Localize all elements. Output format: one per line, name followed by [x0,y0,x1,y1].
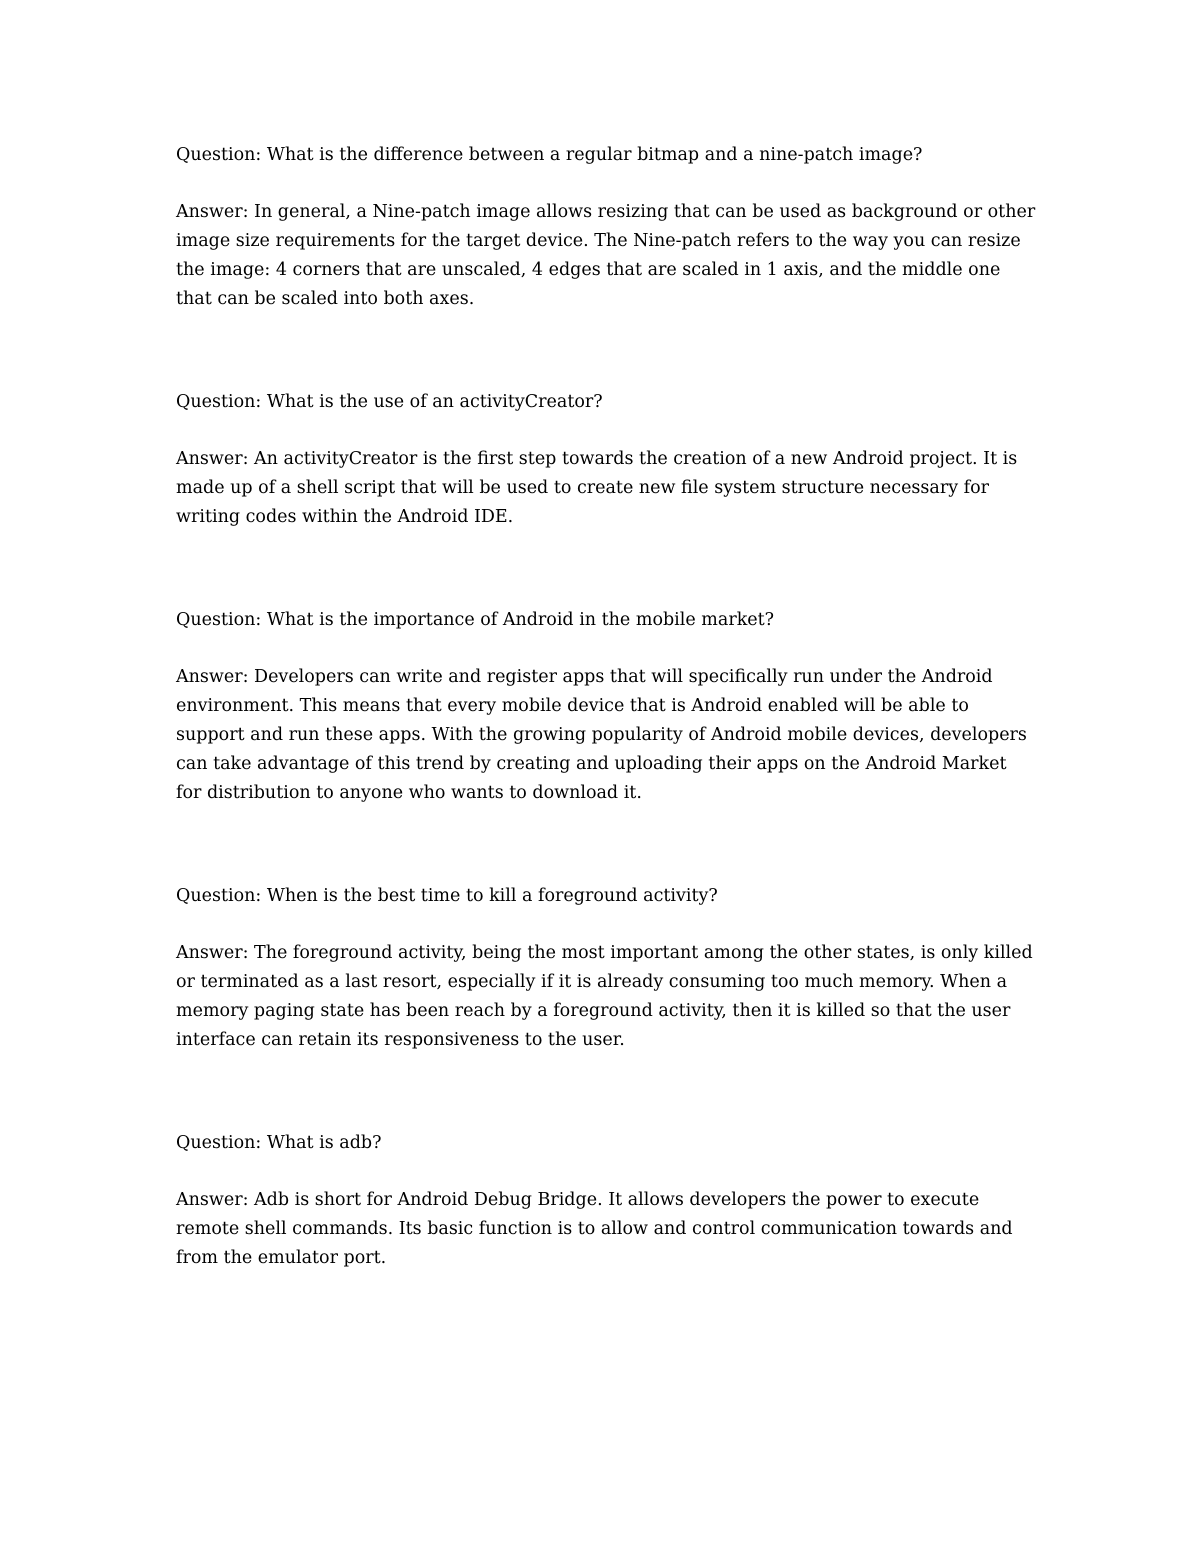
qa-item [176,1129,1036,1273]
question-text: Question: What is adb? [176,1133,382,1153]
question-text: Question: What is the difference between a regular bitmap and a nine-patch image? [176,145,923,165]
qa-item [176,606,1036,808]
qa-list [176,141,1041,1273]
answer-text: Answer: Adb is short for Android Debug Bridge. It allows developers the power to execute remote shell commands. Its basic function is to allow and control communication towards and from the emulator port. [176,1190,1019,1268]
answer-text: Answer: The foreground activity, being the most important among the other states, is only killed or terminated as a last resort, especially if it is already consuming too much memory. When a memory paging state has been reach by a foreground activity, then it is killed so that the user interface can retain its responsiveness to the user. [176,943,1039,1050]
answer-text: Answer: In general, a Nine-patch image allows resizing that can be used as background or other image size requirements for the target device. The Nine-patch refers to the way you can resize the image: 4 corners that are unscaled, 4 edges that are scaled in 1 axis, and the middle one that can be scaled into both axes. [176,202,1041,309]
answer-text: Answer: Developers can write and register apps that will specifically run under the Android environment. This means that every mobile device that is Android enabled will be able to support and run these apps. With the growing popularity of Android mobile devices, developers can take advantage of this trend by creating and uploading their apps on the Android Market for distribution to anyone who wants to download it. [176,667,1033,803]
qa-item [176,882,1039,1055]
question-text: Question: What is the importance of Android in the mobile market? [176,610,775,630]
qa-item [176,388,1036,532]
answer-text: Answer: An activityCreator is the first step towards the creation of a new Android project. It is made up of a shell script that will be used to create new file system structure necessary for writing codes within the Android IDE. [176,449,1023,527]
qa-item [176,141,1041,314]
question-text: Question: What is the use of an activityCreator? [176,392,603,412]
question-text: Question: When is the best time to kill a foreground activity? [176,886,718,906]
